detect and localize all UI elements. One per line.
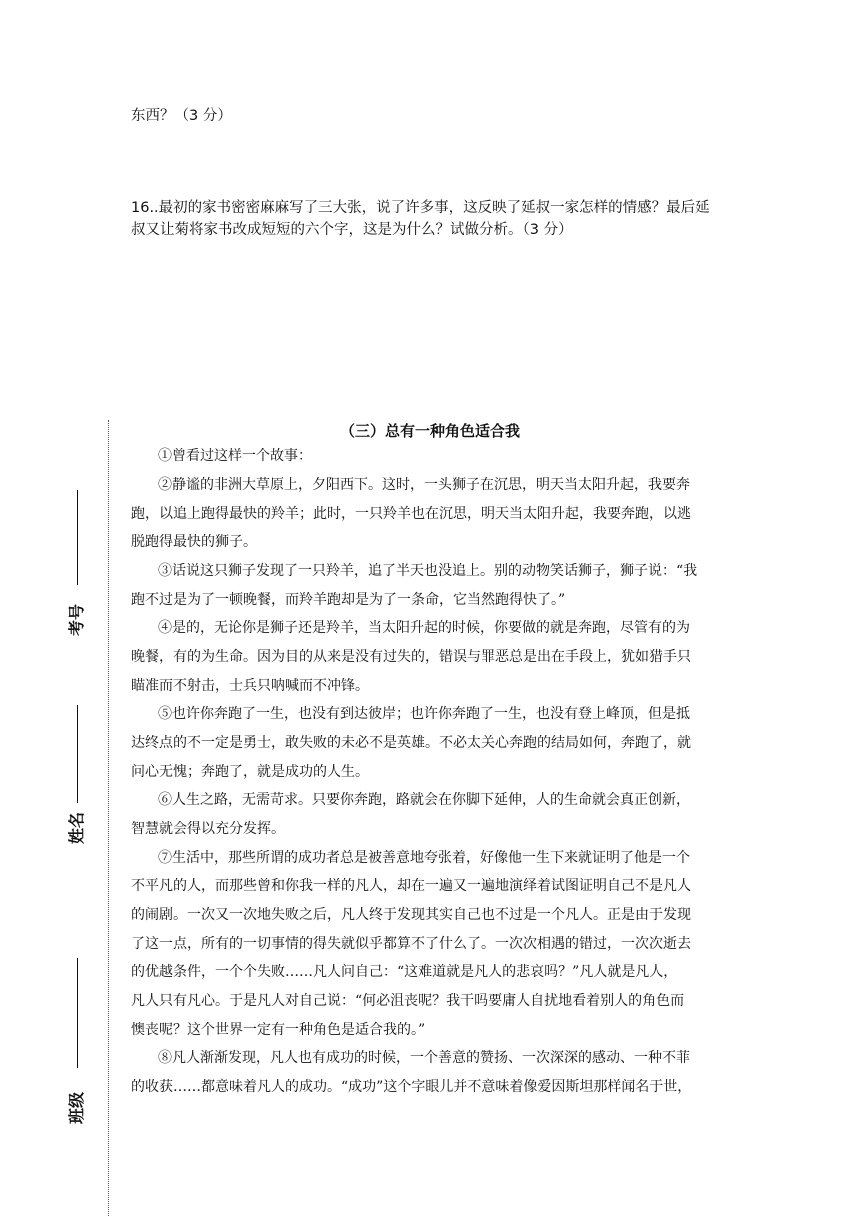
passage-line: ③话说这只狮子发现了一只羚羊，追了半天也没追上。别的动物笑话狮子，狮子说：“我: [158, 563, 698, 579]
passage-line: 晚餐，有的为生命。因为目的从来是没有过失的，错误与罪恶总是出在手段上，犹如猎手只: [131, 649, 691, 665]
banji-blank-rule: [77, 958, 78, 1068]
passage-line: ②静谧的非洲大草原上，夕阳西下。这时，一头狮子在沉思，明天当太阳升起，我要奔: [158, 477, 690, 493]
passage-line: 智慧就会得以充分发挥。: [131, 821, 285, 837]
passage-line: ⑦生活中，那些所谓的成功者总是被善意地夸张着，好像他一生下来就证明了他是一个: [158, 850, 690, 866]
kaohao-label: 考号: [66, 604, 86, 637]
passage-line: ⑤也许你奔跑了一生，也没有到达彼岸；也许你奔跑了一生，也没有登上峰顶，但是抵: [158, 706, 690, 722]
passage-line: ④是的，无论你是狮子还是羚羊，当太阳升起的时候，你要做的就是奔跑，尽管有的为: [158, 620, 690, 636]
passage-line: 不平凡的人，而那些曾和你我一样的凡人，却在一遍又一遍地演绎着试图证明自己不是凡人: [131, 878, 691, 894]
passage-line: 跑，以追上跑得最快的羚羊；此时，一只羚羊也在沉思，明天当太阳升起，我要奔跑，以逃: [131, 506, 691, 522]
passage-line: 达终点的不一定是勇士，敢失败的未必不是英雄。不必太关心奔跑的结局如何，奔跑了，就: [131, 735, 691, 751]
kaohao-blank-rule: [77, 490, 78, 585]
binding-dotted-line: [108, 420, 109, 1216]
xingming-blank-rule: [77, 705, 78, 803]
question-16-line-2: 叔又让菊将家书改成短短的六个字，这是为什么？试做分析。（3 分）: [131, 222, 573, 238]
passage-line: 凡人只有凡心。于是凡人对自己说：“何必沮丧呢？我干吗要庸人自扰地看着别人的角色而: [131, 993, 685, 1009]
passage-line: 问心无愧；奔跑了，就是成功的人生。: [131, 764, 369, 780]
passage-line: 懊丧呢？这个世界一定有一种角色是适合我的。”: [131, 1022, 426, 1038]
passage-line: 跑不过是为了一顿晚餐，而羚羊跑却是为了一条命，它当然跑得快了。”: [131, 592, 566, 608]
passage-line: 脱跑得最快的狮子。: [131, 534, 257, 550]
passage-line: ①曾看过这样一个故事：: [158, 448, 312, 464]
passage-line: 了这一点，所有的一切事情的得失就似乎都算不了什么了。一次次相遇的错过，一次次逝去: [131, 936, 691, 952]
xingming-label: 姓名: [66, 812, 86, 845]
passage-line: 的闹剧。一次又一次地失败之后，凡人终于发现其实自己也不过是一个凡人。正是由于发现: [131, 907, 691, 923]
passage-line: 瞄准而不射击，士兵只呐喊而不冲锋。: [131, 678, 369, 694]
passage-line: 的收获……都意味着凡人的成功。“成功”这个字眼儿并不意味着像爱因斯坦那样闻名于世，: [131, 1079, 692, 1095]
passage-line: ⑧凡人渐渐发现，凡人也有成功的时候，一个善意的赞扬、一次深深的感动、一种不菲: [158, 1050, 690, 1066]
passage-line: ⑥人生之路，无需苛求。只要你奔跑，路就会在你脚下延伸，人的生命就会真正创新，: [158, 792, 690, 808]
passage-line: 的优越条件，一个个失败……凡人问自己：“这难道就是凡人的悲哀吗？”凡人就是凡人，: [131, 964, 678, 980]
question-15-tail: 东西？（3 分）: [131, 108, 232, 124]
question-16-line-1: 16..最初的家书密密麻麻写了三大张，说了许多事，这反映了延叔一家怎样的情感？最后延: [131, 200, 710, 216]
passage-title: （三）总有一种角色适合我: [339, 422, 520, 440]
banji-label: 班级: [66, 1092, 86, 1125]
